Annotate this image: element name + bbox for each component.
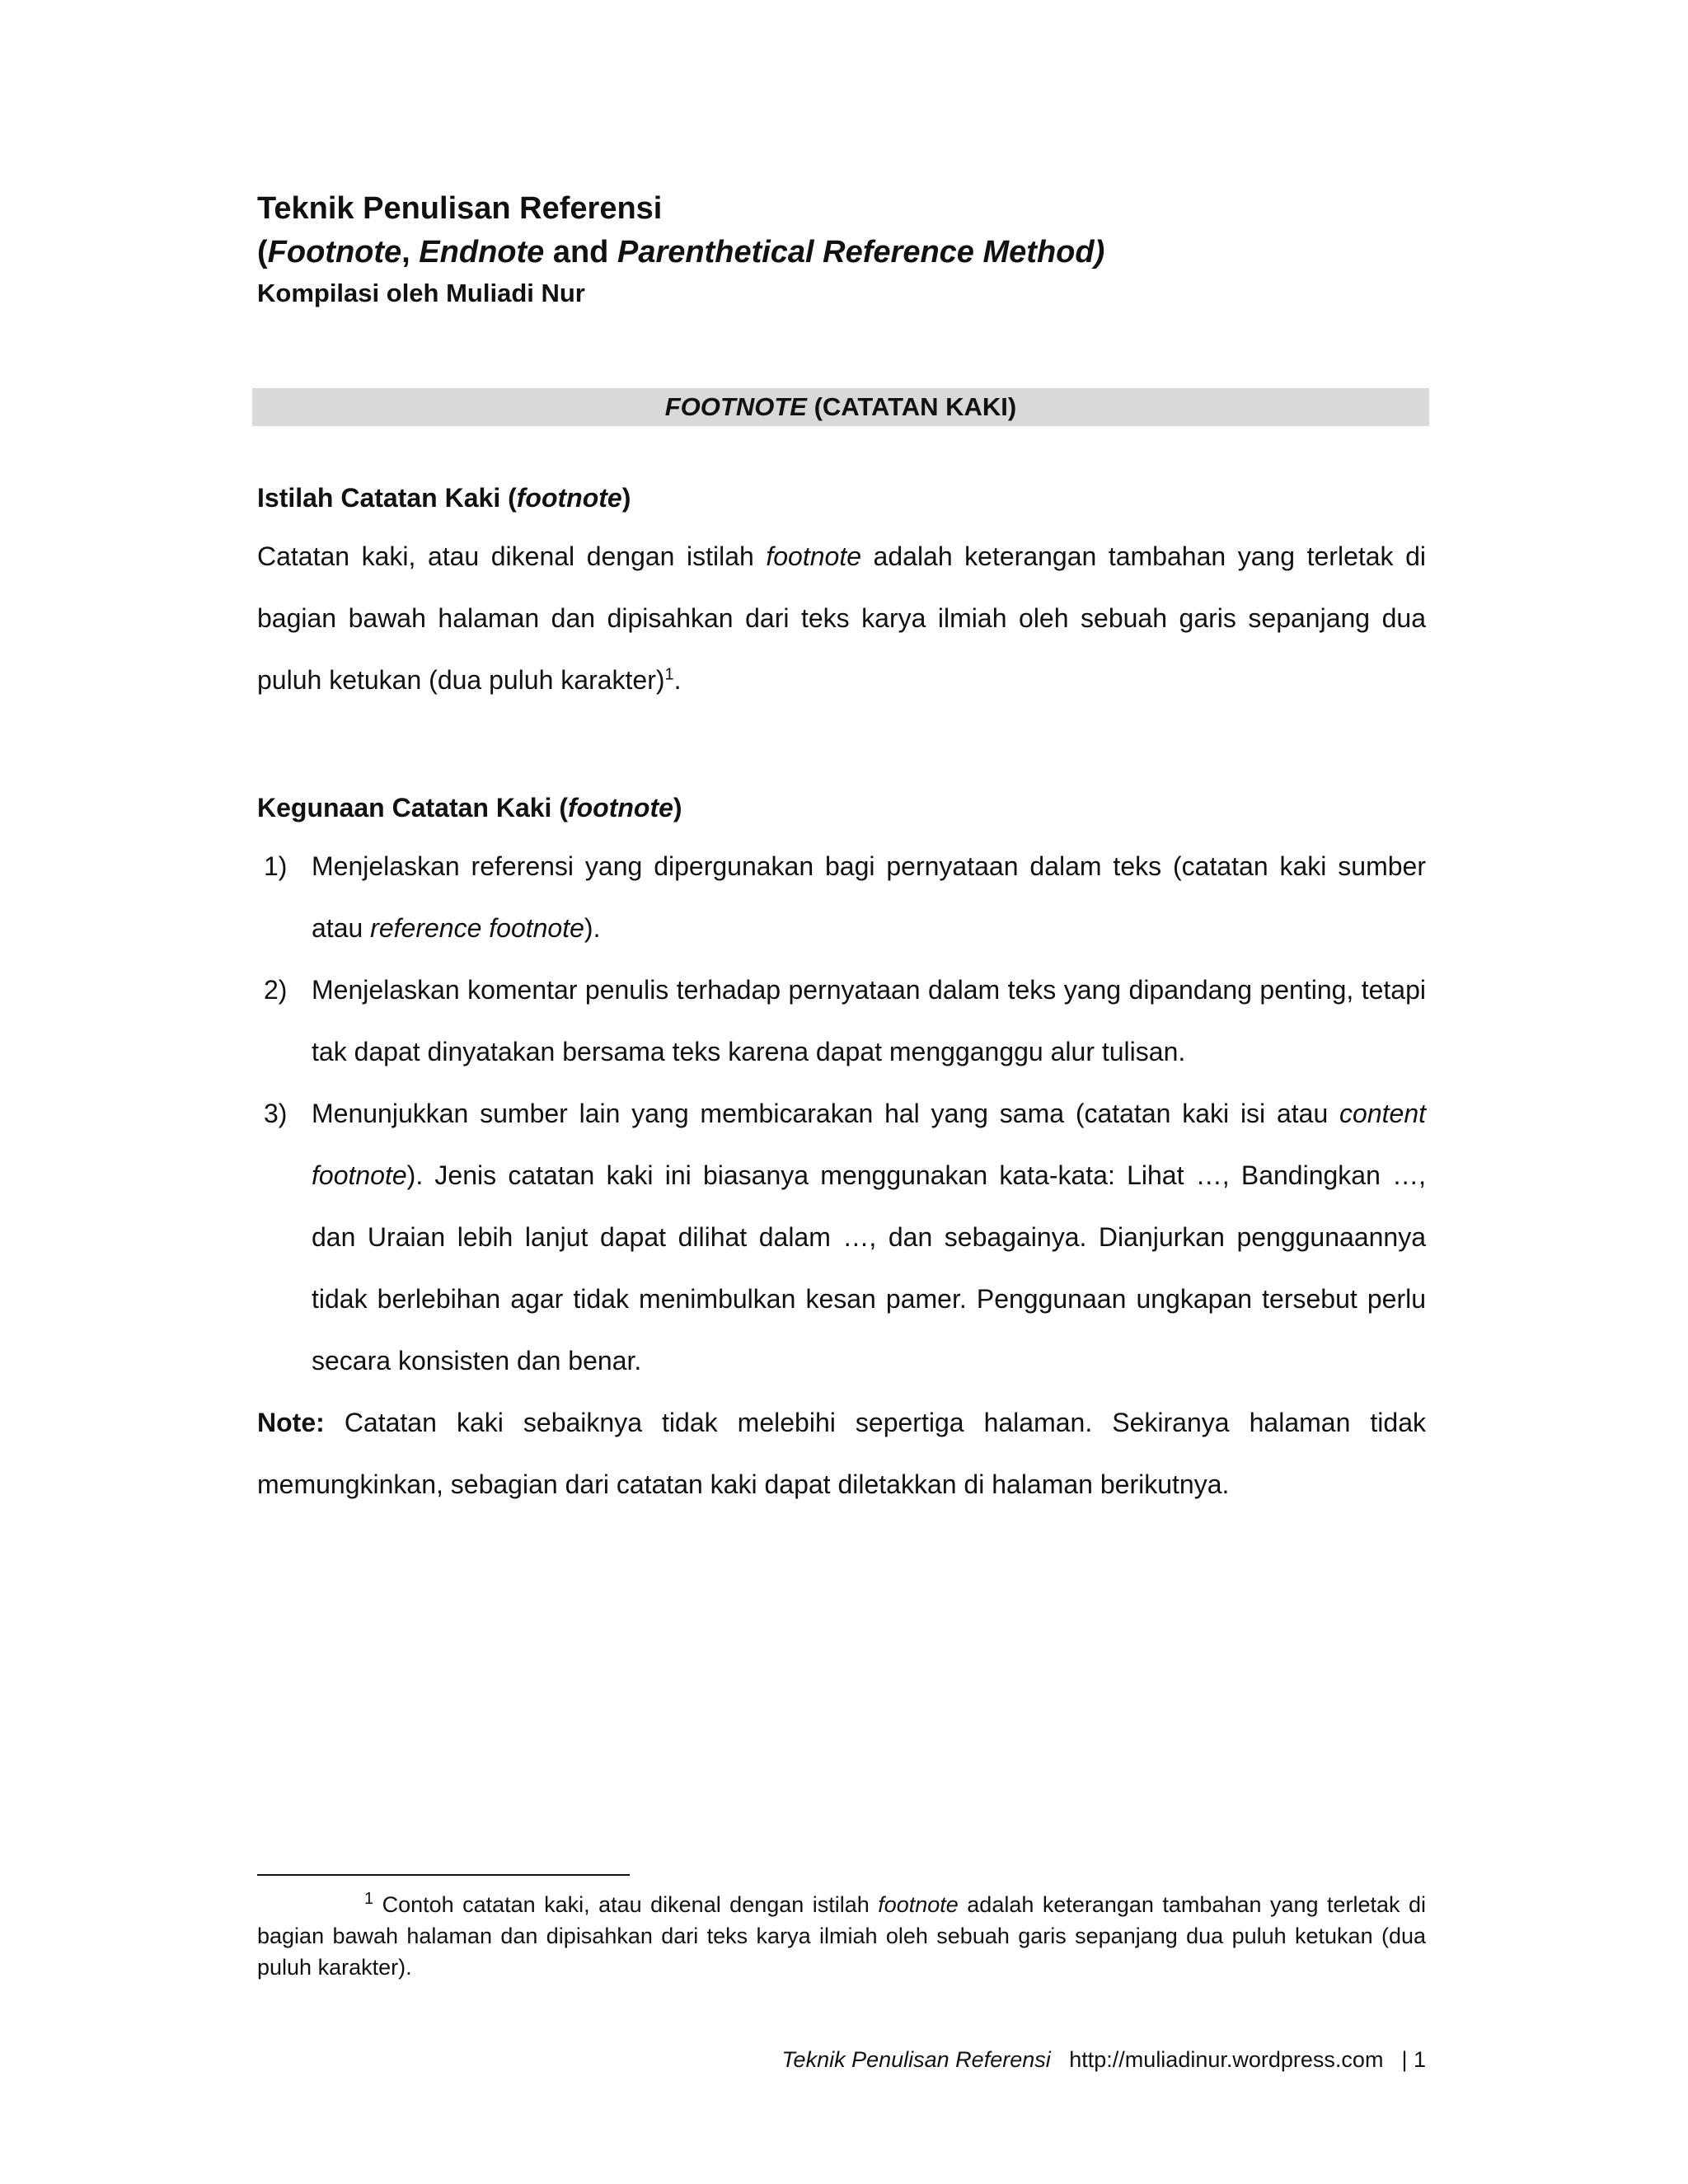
note-label: Note: <box>257 1408 325 1437</box>
heading-post: ) <box>621 483 631 513</box>
subtitle-footnote: Footnote <box>267 235 402 269</box>
note-text: Catatan kaki sebaiknya tidak melebihi sepertiga halaman. Sekiranya halaman tidak memungkinkan, sebagian dari catatan kaki dapat diletakkan di halaman berikutnya. <box>257 1408 1426 1499</box>
list-number: 3) <box>264 1099 288 1128</box>
subtitle-open: ( <box>257 235 268 269</box>
list-item <box>257 959 1426 1083</box>
list-number: 2) <box>264 975 288 1005</box>
banner-rest: (CATATAN KAKI) <box>806 392 1017 421</box>
subtitle-endnote: Endnote <box>419 235 545 269</box>
heading-italic: footnote <box>516 483 622 513</box>
compiler-line: Kompilasi oleh Muliadi Nur <box>257 279 585 307</box>
banner-italic: FOOTNOTE <box>664 392 807 421</box>
footnote-text <box>257 1889 1426 1983</box>
note-paragraph <box>257 1392 1426 1516</box>
heading-pre: Istilah Catatan Kaki ( <box>257 483 517 513</box>
footnote-reference[interactable]: 1 <box>664 665 674 684</box>
document-header <box>257 188 1426 312</box>
item-text-post: ). <box>584 913 601 943</box>
para-italic: footnote <box>766 541 862 571</box>
document-title <box>257 188 1426 229</box>
subtitle-comma: , <box>401 235 420 269</box>
footnote-post: adalah keterangan tambahan yang terletak di bagian bawah halaman dan dipisahkan dari teks karya ilmiah oleh sebuah garis sepanjang dua puluh ketukan (dua puluh karakter). <box>257 1892 1426 1980</box>
item-text-pre: Menunjukkan sumber lain yang membicarakan hal yang sama (catatan kaki isi atau <box>312 1099 1340 1128</box>
section-istilah <box>257 480 1426 711</box>
section-heading-istilah <box>257 480 1426 516</box>
footer-url[interactable]: http://muliadinur.wordpress.com <box>1069 2047 1384 2072</box>
section-heading-kegunaan <box>257 790 1426 826</box>
item-text: Menjelaskan komentar penulis terhadap pernyataan dalam teks yang dipandang penting, tetapi tak dapat dinyatakan bersama teks karena dapat mengganggu alur tulisan. <box>312 975 1426 1066</box>
footnote-pre: Contoh catatan kaki, atau dikenal dengan istilah <box>373 1892 879 1917</box>
list-item <box>257 1083 1426 1392</box>
title-text: Teknik Penulisan Referensi <box>257 191 663 226</box>
footer-separator: | <box>1401 2047 1408 2072</box>
item-text-italic: content footnote <box>312 1099 1426 1190</box>
item-text-pre: Menjelaskan referensi yang dipergunakan bagi pernyataan dalam teks (catatan kaki sumber atau <box>312 851 1426 943</box>
para-pre: Catatan kaki, atau dikenal dengan istilah <box>257 541 767 571</box>
paragraph-istilah <box>257 526 1426 711</box>
heading-pre: Kegunaan Catatan Kaki ( <box>257 793 568 823</box>
heading-post: ) <box>673 793 682 823</box>
footnote-italic: footnote <box>878 1892 959 1917</box>
subtitle-method: Parenthetical Reference Method) <box>617 235 1105 269</box>
para-end: . <box>673 665 682 695</box>
section-kegunaan <box>257 790 1426 1516</box>
footer-doc-title: Teknik Penulisan Referensi <box>781 2047 1051 2072</box>
page-number: 1 <box>1413 2047 1426 2072</box>
list-item <box>257 836 1426 959</box>
heading-italic: footnote <box>567 793 673 823</box>
section-banner <box>252 388 1429 426</box>
item-text-italic: reference footnote <box>370 913 584 943</box>
footnote-number: 1 <box>364 1890 374 1908</box>
subtitle-and: and <box>544 235 617 269</box>
item-text-post: ). Jenis catatan kaki ini biasanya menggunakan kata-kata: Lihat …, Bandingkan …, dan Uraian lebih lanjut dapat dilihat dalam …, dan sebagainya. Dianjurkan penggunaannya tidak berlebihan agar tidak menimbulkan kesan pamer. Penggunaan ungkapan tersebut perlu secara konsisten dan benar. <box>312 1160 1426 1376</box>
list-number: 1) <box>264 851 288 881</box>
footnote-separator <box>257 1874 630 1876</box>
page-footer <box>782 2044 1426 2075</box>
para-post: adalah keterangan tambahan yang terletak di bagian bawah halaman dan dipisahkan dari teks karya ilmiah oleh sebuah garis sepanjang dua puluh ketukan (dua puluh karakter) <box>257 541 1427 695</box>
document-subtitle <box>257 229 1426 275</box>
